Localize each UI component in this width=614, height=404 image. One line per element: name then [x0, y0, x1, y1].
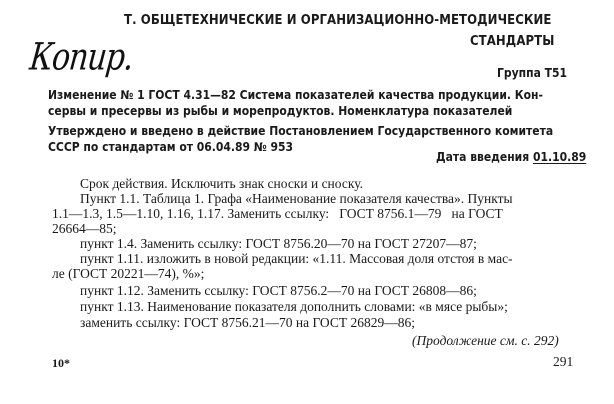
approved-line1: Утверждено и введено в действие Постановлением Государственного комитета	[48, 124, 554, 138]
group-label: Группа Т51	[497, 66, 567, 80]
effective-date-value: 01.10.89	[532, 150, 587, 164]
section-title-line2: СТАНДАРТЫ	[470, 34, 555, 49]
continuation-note: (Продолжение см. с. 292)	[412, 333, 559, 348]
signature-mark: 10*	[52, 356, 70, 370]
body-line-7: ле (ГОСТ 20221—74), %»;	[52, 266, 205, 281]
body-line-4: 26664—85;	[52, 221, 117, 236]
page-number: 291	[553, 354, 574, 369]
body-line-9: пункт 1.13. Наименование показателя дополнить словами: «в мясе рыбы»;	[80, 299, 508, 314]
amendment-title-line2: сервы и пресервы из рыбы и морепродуктов. Номенклатура показателей	[48, 104, 513, 118]
approved-line2: СССР по стандартам от 06.04.89 № 953	[48, 140, 294, 154]
effective-date-label: Дата введения	[436, 150, 530, 164]
body-line-1: Срок действия. Исключить знак сноски и сноску.	[80, 176, 363, 191]
body-line-6: пункт 1.11. изложить в новой редакции: «1.11. Массовая доля отстоя в мас-	[80, 251, 513, 266]
body-line-5: пункт 1.4. Заменить ссылку: ГОСТ 8756.20—70 на ГОСТ 27207—87;	[80, 236, 477, 251]
handwritten-note: Копир.	[27, 35, 135, 80]
body-line-2: Пункт 1.1. Таблица 1. Графа «Наименование показателя качества». Пункты	[80, 191, 513, 206]
body-line-3: 1.1—1.3, 1.5—1.10, 1.16, 1.17. Заменить ссылку: ГОСТ 8756.1—79 на ГОСТ	[52, 206, 503, 221]
amendment-title-line1: Изменение № 1 ГОСТ 4.31—82 Система показателей качества продукции. Кон-	[48, 88, 543, 102]
section-title-line1: Т. ОБЩЕТЕХНИЧЕСКИЕ И ОРГАНИЗАЦИОННО-МЕТОДИЧЕСКИЕ	[124, 13, 552, 28]
body-line-10: заменить ссылку: ГОСТ 8756.21—70 на ГОСТ 26829—86;	[80, 315, 415, 330]
body-line-8: пункт 1.12. Заменить ссылку: ГОСТ 8756.2—70 на ГОСТ 26808—86;	[80, 283, 477, 298]
effective-date	[436, 150, 586, 164]
